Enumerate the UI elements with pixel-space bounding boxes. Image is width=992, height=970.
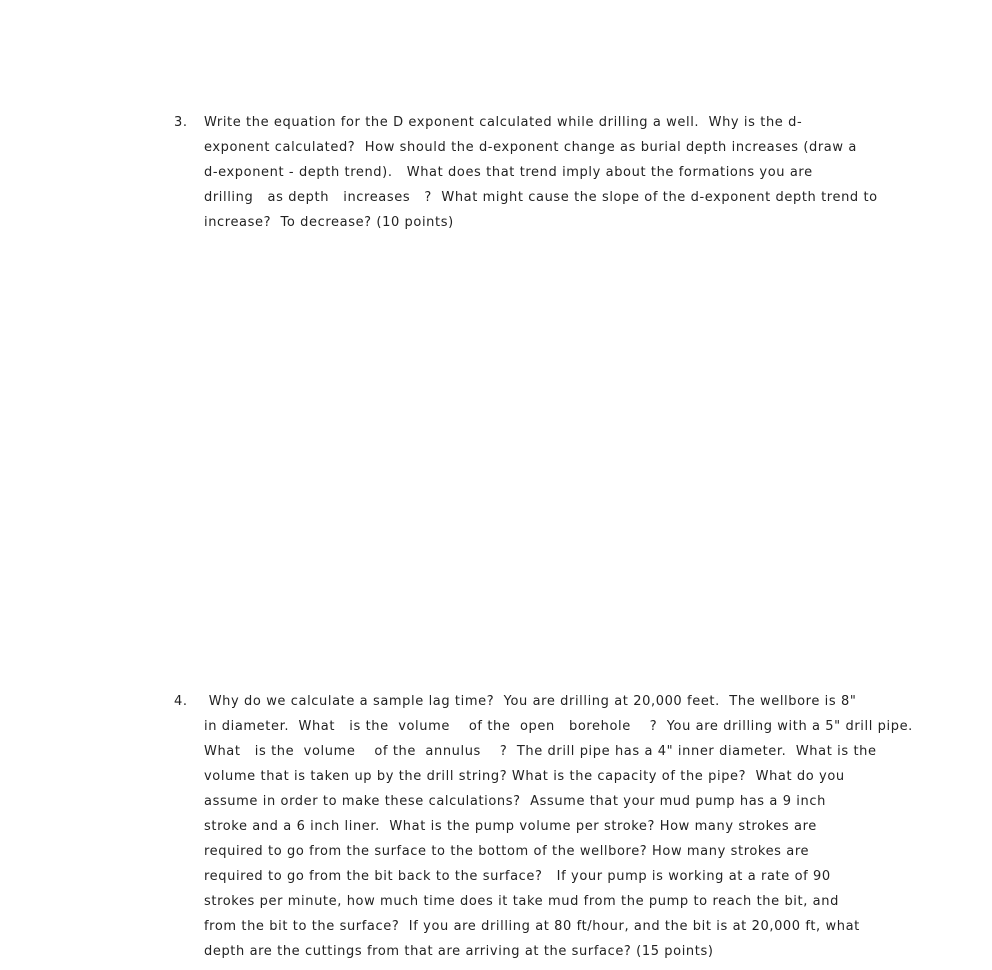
question-text-line: stroke and a 6 inch liner. What is the pump volume per stroke? How many strokes are [204, 819, 817, 834]
question-text-line: depth are the cuttings from that are arriving at the surface? (15 points) [204, 944, 714, 959]
question-text-line: required to go from the bit back to the surface? If your pump is working at a rate of 90 [204, 869, 831, 884]
question-text-line: in diameter. What is the volume of the open borehole ? You are drilling with a 5" drill pipe. [204, 719, 913, 734]
question-number: 4. [174, 694, 188, 709]
question-text-line: from the bit to the surface? If you are drilling at 80 ft/hour, and the bit is at 20,000 ft, what [204, 919, 860, 934]
question-text-line: What is the volume of the annulus ? The drill pipe has a 4" inner diameter. What is the [204, 744, 877, 759]
question-text-line: volume that is taken up by the drill string? What is the capacity of the pipe? What do you [204, 769, 845, 784]
question-text-line: assume in order to make these calculations? Assume that your mud pump has a 9 inch [204, 794, 826, 809]
question-text-line: drilling as depth increases ? What might cause the slope of the d-exponent depth trend to [204, 190, 878, 205]
question-text-line: Write the equation for the D exponent calculated while drilling a well. Why is the d- [204, 115, 803, 130]
question-number: 3. [174, 115, 188, 130]
question-text-line: strokes per minute, how much time does it take mud from the pump to reach the bit, and [204, 894, 839, 909]
question-text-line: d-exponent - depth trend). What does that trend imply about the formations you are [204, 165, 813, 180]
question-text-line: increase? To decrease? (10 points) [204, 215, 454, 230]
question-text-line: required to go from the surface to the bottom of the wellbore? How many strokes are [204, 844, 810, 859]
question-text-line: Why do we calculate a sample lag time? You are drilling at 20,000 feet. The wellbore is 8" [204, 694, 857, 709]
question-text-line: exponent calculated? How should the d-exponent change as burial depth increases (draw a [204, 140, 857, 155]
